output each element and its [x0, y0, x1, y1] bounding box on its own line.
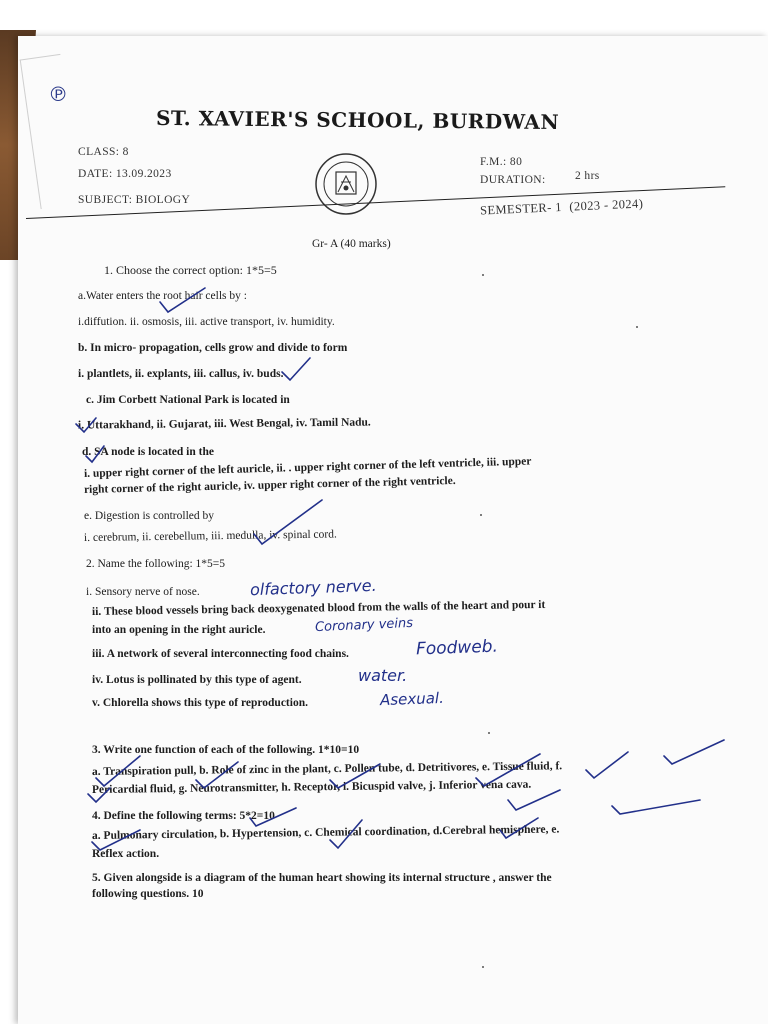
q1-c-question: c. Jim Corbett National Park is located in	[86, 394, 290, 406]
q1-d-options-line-1: i. upper right corner of the left auricle, ii. . upper right corner of the left ventricle, iii. upper	[83, 455, 532, 480]
school-name: ST. XAVIER'S SCHOOL, BURDWAN	[155, 105, 560, 135]
q1-a-options: i.diffution. ii. osmosis, iii. active transport, iv. humidity.	[78, 316, 335, 328]
q1-c-options: i. Uttarakhand, ii. Gujarat, iii. West Bengal, iv. Tamil Nadu.	[77, 416, 371, 432]
q2-iii: iii. A network of several interconnecting food chains.	[92, 648, 349, 660]
q2-iv: iv. Lotus is pollinated by this type of agent.	[92, 674, 302, 686]
q4-line-2: Reflex action.	[92, 848, 160, 860]
paper-speck	[482, 966, 484, 968]
q2-i-answer: olfactory nerve.	[249, 575, 377, 600]
date-label: DATE: 13.09.2023	[78, 168, 172, 180]
q2-v: v. Chlorella shows this type of reproduction.	[92, 697, 308, 709]
paper-speck	[636, 326, 638, 328]
semester-year: (2023 - 2024)	[569, 196, 644, 214]
q3-line-1: a. Transpiration pull, b. Role of zinc in the plant, c. Pollen tube, d. Detritivores, e. Tissue fluid, f.	[91, 760, 563, 778]
q1-b-options: i. plantlets, ii. explants, iii. callus, iv. buds.	[78, 368, 284, 380]
duration-value: 2 hrs	[575, 170, 600, 182]
q2-ii-answer: Coronary veins	[314, 615, 414, 636]
q1-heading: 1. Choose the correct option: 1*5=5	[104, 263, 277, 277]
q5-line-1: 5. Given alongside is a diagram of the human heart showing its internal structure , answer the	[92, 872, 552, 884]
q2-heading: 2. Name the following: 1*5=5	[86, 558, 226, 570]
semester-number: SEMESTER- 1	[479, 199, 563, 218]
q2-ii-line-2: into an opening in the right auricle.	[92, 624, 266, 636]
q2-ii-line-1: ii. These blood vessels bring back deoxygenated blood from the walls of the heart and pour it	[91, 598, 546, 618]
paper-speck	[488, 732, 490, 734]
q1-e-options: i. cerebrum, ii. cerebellum, iii. medulla, iv. spinal cord.	[83, 528, 337, 544]
q1-d-options-line-2: right corner of the right auricle, iv. upper right corner of the right ventricle.	[83, 474, 456, 496]
duration-label: DURATION:	[480, 174, 546, 186]
q1-b-question: b. In micro- propagation, cells grow and divide to form	[78, 342, 348, 354]
q1-d-question: d. SA node is located in the	[82, 446, 214, 458]
q2-v-answer: Asexual.	[379, 688, 445, 710]
subject-label: SUBJECT: BIOLOGY	[78, 194, 191, 206]
q1-a-question: a.Water enters the root hair cells by :	[78, 290, 247, 302]
q5-line-2: following questions. 10	[92, 888, 204, 900]
class-label: CLASS: 8	[78, 146, 129, 158]
section-title: Gr- A (40 marks)	[312, 238, 391, 250]
q4-heading: 4. Define the following terms: 5*2=10	[92, 810, 275, 822]
school-seal-icon	[314, 152, 378, 216]
pen-mark-icon: ℗	[48, 82, 68, 106]
q4-line-1: a. Pulmonary circulation, b. Hypertension, c. Chemical coordination, d.Cerebral hemisphere, e.	[91, 823, 560, 842]
paper-speck	[480, 514, 482, 516]
q1-e-question: e. Digestion is controlled by	[84, 510, 214, 522]
full-marks-label: F.M.: 80	[480, 156, 523, 168]
q3-line-2: Pericardial fluid, g. Neurotransmitter, h. Receptor, i. Bicuspid valve, j. Inferior vena cava.	[91, 778, 532, 796]
q2-iv-answer: water.	[358, 666, 408, 685]
q3-heading: 3. Write one function of each of the following. 1*10=10	[92, 744, 360, 756]
q2-i: i. Sensory nerve of nose.	[86, 586, 200, 598]
q2-iii-answer: Foodweb.	[415, 636, 499, 660]
paper-speck	[482, 274, 484, 276]
